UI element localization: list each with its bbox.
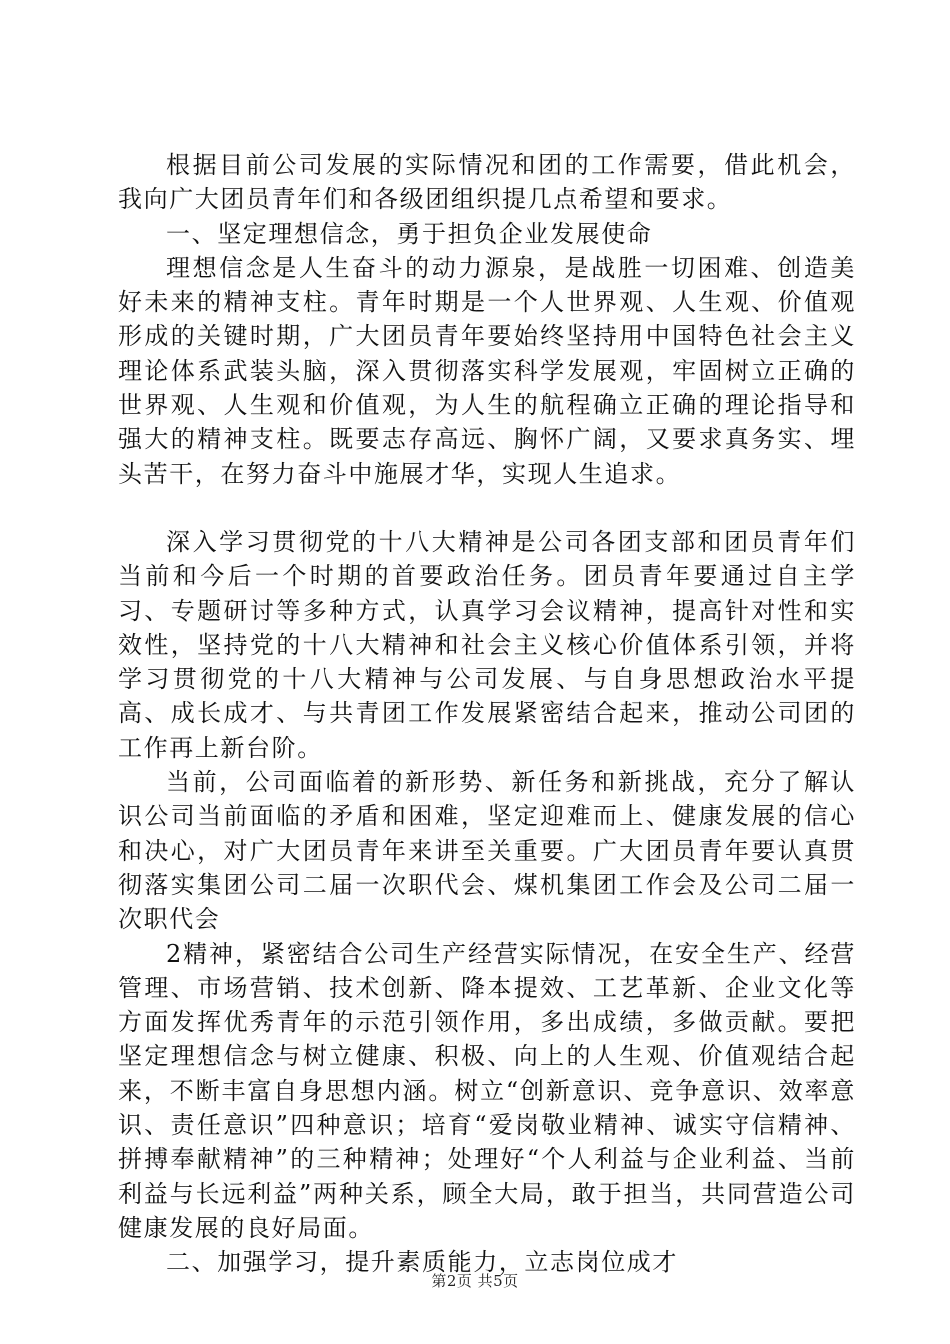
current-situation-paragraph: 当前，公司面临着的新形势、新任务和新挑战，充分了解认识公司当前面临的矛盾和困难，坚定迎难而上、健康发展的信心和决心，对广大团员青年来讲至关重要。广大团员青年要认真贯彻落实集团公司二届一次职代会、煤机集团工作会及公司二届一次职代会 [118,768,856,934]
paragraph-gap [118,491,856,525]
section-heading-1: 一、坚定理想信念，勇于担负企业发展使命 [166,219,653,248]
page-footer: 第2页 共5页 [431,1272,519,1290]
ideals-paragraph: 理想信念是人生奋斗的动力源泉，是战胜一切困难、创造美好未来的精神支柱。青年时期是一个人世界观、人生观、价值观形成的关键时期，广大团员青年要始终坚持用中国特色社会主义理论体系武装头脑，深入贯彻落实科学发展观，牢固树立正确的世界观、人生观和价值观，为人生的航程确立正确的理论指导和强大的精神支柱。既要志存高远、胸怀广阔，又要求真务实、埋头苦干，在努力奋斗中施展才华，实现人生追求。 [118,253,856,488]
section-heading-2: 二、加强学习，提升素质能力，立志岗位成才 [166,1248,678,1277]
document-body [118,148,856,1280]
spirit-paragraph: 2精神，紧密结合公司生产经营实际情况，在安全生产、经营管理、市场营销、技术创新、降本提效、工艺革新、企业文化等方面发挥优秀青年的示范引领作用，多出成绩，多做贡献。要把坚定理想信念与树立健康、积极、向上的人生观、价值观结合起来，不断丰富自身思想内涵。树立“创新意识、竞争意识、效率意识、责任意识”四种意识；培育“爱岗敬业精神、诚实守信精神、拼搏奉献精神”的三种精神；处理好“个人利益与企业利益、当前利益与长远利益”两种关系，顾全大局，敢于担当，共同营造公司健康发展的良好局面。 [118,939,856,1242]
intro-paragraph: 根据目前公司发展的实际情况和团的工作需要，借此机会，我向广大团员青年们和各级团组织提几点希望和要求。 [118,151,856,214]
study-paragraph: 深入学习贯彻党的十八大精神是公司各团支部和团员青年们当前和今后一个时期的首要政治任务。团员青年要通过自主学习、专题研讨等多种方式，认真学习会议精神，提高针对性和实效性，坚持党的十八大精神和社会主义核心价值体系引领，并将学习贯彻党的十八大精神与公司发展、与自身思想政治水平提高、成长成才、与共青团工作发展紧密结合起来，推动公司团的工作再上新台阶。 [118,527,856,762]
